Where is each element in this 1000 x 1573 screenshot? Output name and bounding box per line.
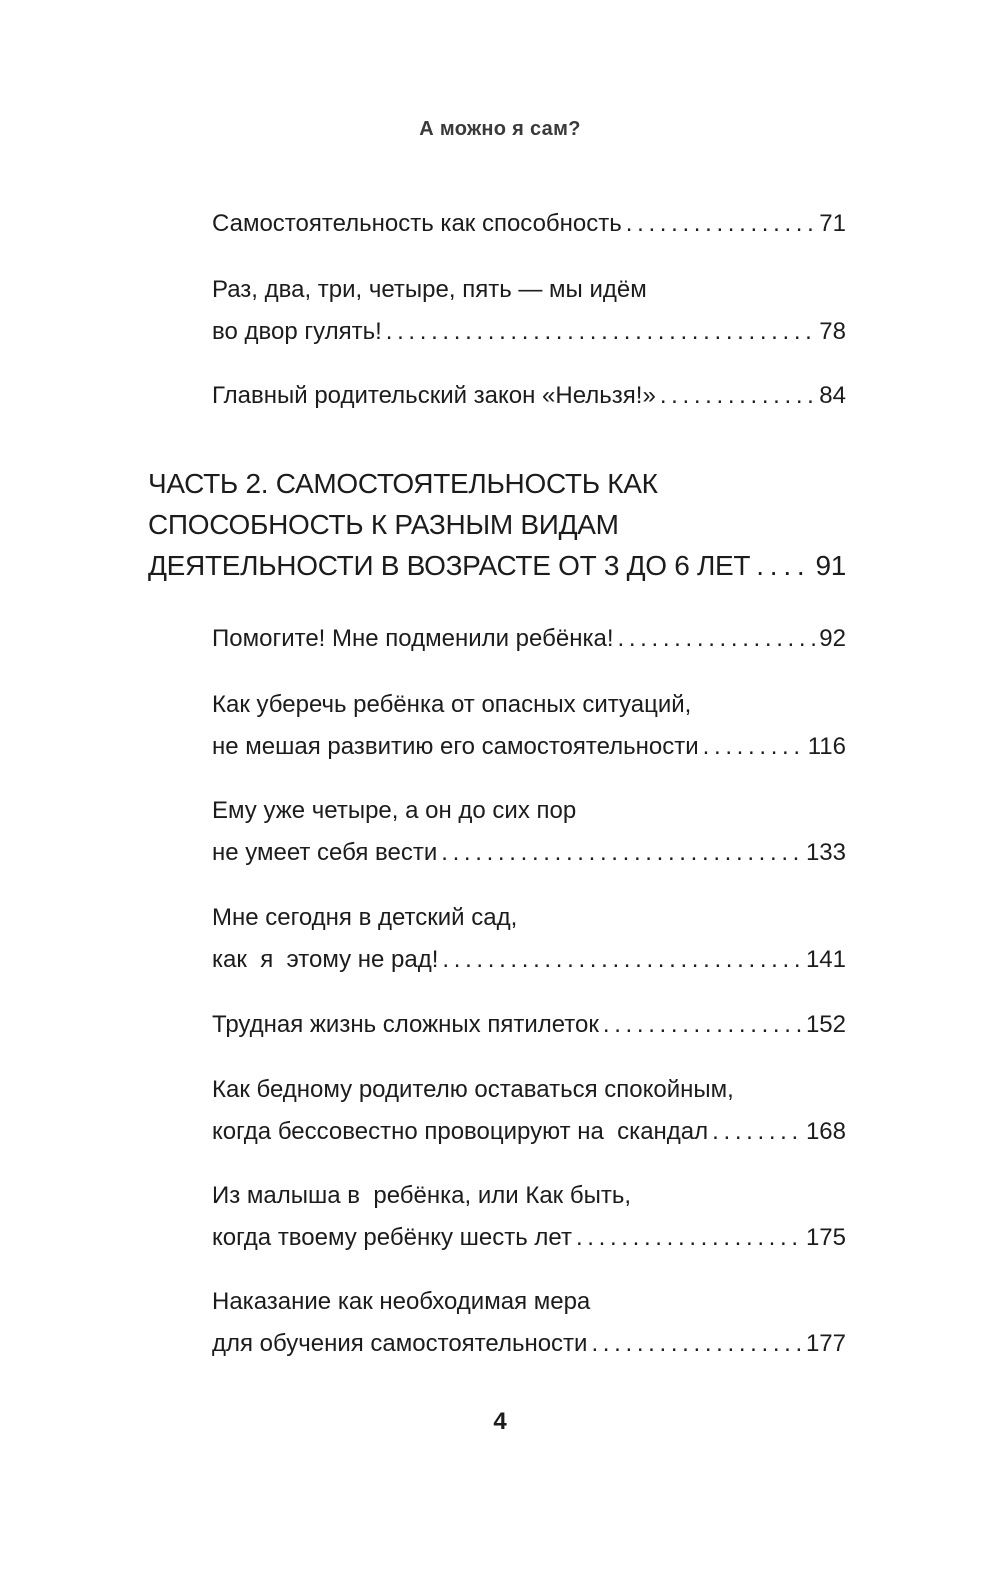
toc-entry-line: Как бедному родителю оставаться спокойным, bbox=[212, 1076, 734, 1103]
dot-leader bbox=[756, 545, 809, 586]
toc-part-page: 91 bbox=[815, 550, 846, 581]
dot-leader bbox=[703, 726, 804, 768]
toc-entry-last-line bbox=[212, 1111, 846, 1153]
toc-entry bbox=[212, 1281, 846, 1365]
toc-entry-line: Ему уже четыре, а он до сих пор bbox=[212, 797, 577, 824]
toc-entry-line: Из малыша в ребёнка, или Как быть, bbox=[212, 1182, 632, 1209]
toc-entry-title: когда твоему ребёнку шесть лет bbox=[212, 1224, 572, 1251]
toc-entry-last-line bbox=[212, 311, 846, 353]
toc-entry-page: 152 bbox=[805, 1011, 846, 1038]
toc-entry-page: 116 bbox=[807, 733, 846, 760]
toc-entry-last-line bbox=[212, 1323, 846, 1365]
toc-entry bbox=[212, 375, 846, 417]
dot-leader bbox=[603, 1004, 802, 1046]
toc-entry-last-line bbox=[212, 1217, 846, 1259]
toc-entry-last-line bbox=[212, 1004, 846, 1046]
toc-entry bbox=[212, 1004, 846, 1046]
dot-leader bbox=[660, 375, 815, 417]
toc-entry-page: 92 bbox=[819, 625, 846, 652]
dot-leader bbox=[386, 311, 816, 353]
toc-entry-last-line bbox=[212, 939, 846, 981]
dot-leader bbox=[618, 618, 816, 660]
toc-entry-page: 133 bbox=[805, 839, 846, 866]
dot-leader bbox=[576, 1217, 802, 1259]
toc-entry bbox=[212, 684, 846, 768]
running-head: А можно я сам? bbox=[419, 118, 581, 140]
toc-entry-page: 177 bbox=[805, 1330, 846, 1357]
toc-part-line: ЧАСТЬ 2. САМОСТОЯТЕЛЬНОСТЬ КАК bbox=[148, 468, 658, 499]
toc-entry-last-line bbox=[212, 726, 846, 768]
toc-entry-title: когда бессовестно провоцируют на скандал bbox=[212, 1118, 709, 1145]
toc-entry bbox=[212, 1069, 846, 1153]
toc-entry-title: Главный родительский закон «Нельзя!» bbox=[212, 382, 656, 409]
dot-leader bbox=[626, 203, 816, 245]
toc-entry-line: Как уберечь ребёнка от опасных ситуаций, bbox=[212, 691, 692, 718]
dot-leader bbox=[591, 1323, 801, 1365]
toc-entry-last-line bbox=[212, 618, 846, 660]
toc-entry-page: 141 bbox=[805, 946, 846, 973]
dot-leader bbox=[441, 832, 802, 874]
toc-entry-title: Самостоятельность как способность bbox=[212, 210, 622, 237]
toc-part-title: ДЕЯТЕЛЬНОСТИ В ВОЗРАСТЕ ОТ 3 ДО 6 ЛЕТ bbox=[148, 550, 751, 581]
toc-entry-page: 71 bbox=[819, 210, 846, 237]
toc-entry-line: Раз, два, три, четыре, пять — мы идём bbox=[212, 276, 647, 303]
toc-part-line: СПОСОБНОСТЬ К РАЗНЫМ ВИДАМ bbox=[148, 509, 619, 540]
dot-leader bbox=[712, 1111, 802, 1153]
page-number: 4 bbox=[493, 1408, 507, 1435]
toc-entry-title: для обучения самостоятельности bbox=[212, 1330, 588, 1357]
toc-entry-last-line bbox=[212, 203, 846, 245]
toc-entry-title: во двор гулять! bbox=[212, 318, 382, 345]
toc-entry-line: Мне сегодня в детский сад, bbox=[212, 904, 518, 931]
toc-entry-title: Помогите! Мне подменили ребёнка! bbox=[212, 625, 614, 652]
toc-entry-page: 168 bbox=[805, 1118, 846, 1145]
toc-part-last-line bbox=[148, 545, 846, 586]
toc-entry-title: Трудная жизнь сложных пятилеток bbox=[212, 1011, 599, 1038]
toc-part-heading bbox=[148, 463, 846, 586]
toc-entry-title: не умеет себя вести bbox=[212, 839, 438, 866]
dot-leader bbox=[442, 939, 802, 981]
toc-entry-last-line bbox=[212, 375, 846, 417]
toc-entry-title: как я этому не рад! bbox=[212, 946, 439, 973]
toc-entry-page: 84 bbox=[819, 382, 846, 409]
toc-entry-title: не мешая развитию его самостоятельности bbox=[212, 733, 699, 760]
toc-entry-page: 175 bbox=[805, 1224, 846, 1251]
toc-entry bbox=[212, 269, 846, 353]
toc-entry bbox=[212, 790, 846, 874]
toc-entry bbox=[212, 618, 846, 660]
toc-entry-last-line bbox=[212, 832, 846, 874]
toc-entry bbox=[212, 203, 846, 245]
toc-entry bbox=[212, 897, 846, 981]
toc-entry bbox=[212, 1175, 846, 1259]
toc-entry-line: Наказание как необходимая мера bbox=[212, 1288, 591, 1315]
toc-entry-page: 78 bbox=[819, 318, 846, 345]
